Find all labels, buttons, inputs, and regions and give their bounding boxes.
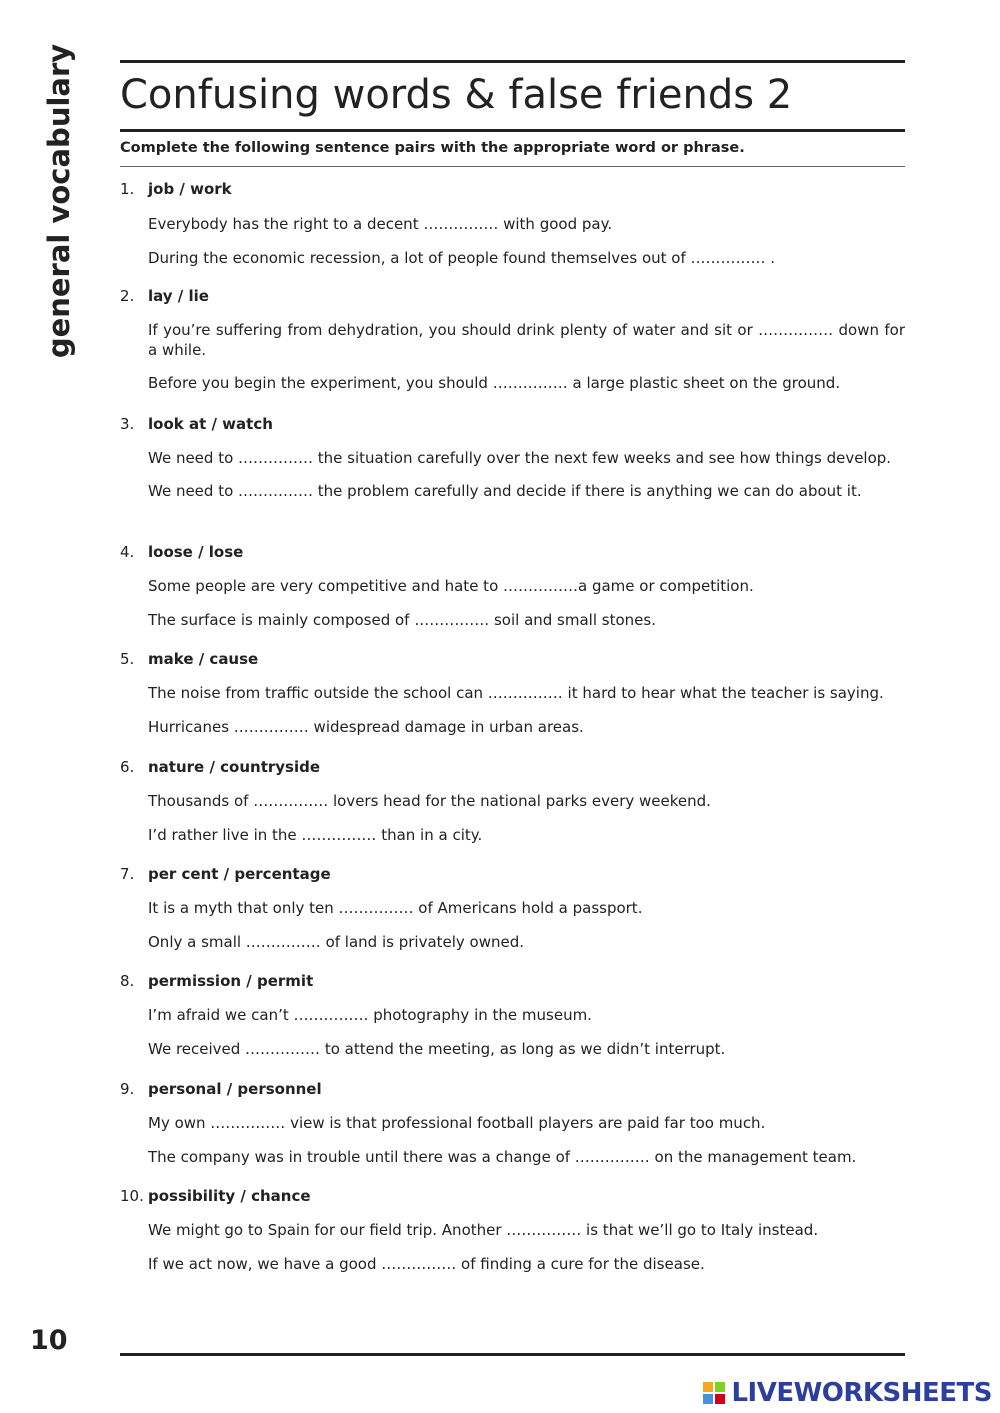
exercise-item-6 <box>120 758 905 845</box>
bottom-rule <box>120 1353 905 1356</box>
title-underline <box>120 129 905 132</box>
item-number: 10. <box>120 1187 144 1205</box>
sentence-b: I’d rather live in the …………… than in a city. <box>148 826 483 844</box>
sentence-a: My own …………… view is that professional football players are paid far too much. <box>148 1114 766 1132</box>
item-title: make / cause <box>148 650 259 668</box>
item-title: possibility / chance <box>148 1187 311 1205</box>
item-title: lay / lie <box>148 287 209 305</box>
item-title: personal / personnel <box>148 1080 322 1098</box>
exercise-item-7 <box>120 865 905 952</box>
sentence-b: If we act now, we have a good …………… of finding a cure for the disease. <box>148 1255 705 1273</box>
sentence-a: Thousands of …………… lovers head for the national parks every weekend. <box>148 792 711 810</box>
sentence-a: If you’re suffering from dehydration, you should drink plenty of water and sit or …………… down for a while. <box>148 321 905 359</box>
sentence-a: I’m afraid we can’t …………… photography in the museum. <box>148 1006 592 1024</box>
item-number: 2. <box>120 287 135 305</box>
instructions-divider <box>120 166 905 167</box>
item-title: per cent / percentage <box>148 865 331 883</box>
item-title: look at / watch <box>148 415 273 433</box>
item-number: 7. <box>120 865 135 883</box>
sentence-a: Everybody has the right to a decent …………… with good pay. <box>148 215 613 233</box>
exercise-item-5 <box>120 650 905 737</box>
item-title: nature / countryside <box>148 758 321 776</box>
liveworksheets-brand <box>731 1380 992 1406</box>
exercise-item-4 <box>120 543 905 630</box>
sentence-b: Before you begin the experiment, you should …………… a large plastic sheet on the ground. <box>148 374 841 392</box>
exercise-item-1 <box>120 180 905 268</box>
sentence-b: The surface is mainly composed of …………… soil and small stones. <box>148 611 656 629</box>
sentence-b: The company was in trouble until there was a change of …………… on the management team. <box>148 1148 857 1166</box>
sentence-b: During the economic recession, a lot of people found themselves out of …………… . <box>148 249 776 267</box>
sentence-a: Some people are very competitive and hate to ……………a game or competition. <box>148 577 754 595</box>
page-title: Confusing words & false friends 2 <box>120 72 793 118</box>
exercise-item-2 <box>120 287 905 393</box>
instructions: Complete the following sentence pairs with the appropriate word or phrase. <box>120 140 745 156</box>
exercise-item-3 <box>120 415 905 501</box>
sentence-b: Hurricanes …………… widespread damage in urban areas. <box>148 718 584 736</box>
sentence-b: We received …………… to attend the meeting, as long as we didn’t interrupt. <box>148 1040 726 1058</box>
brand-text: LIVEWORKSHEETS <box>731 1378 992 1408</box>
side-section-label <box>4 43 114 359</box>
item-title: job / work <box>148 180 232 198</box>
item-number: 8. <box>120 972 135 990</box>
item-number: 1. <box>120 180 135 198</box>
sentence-b: Only a small …………… of land is privately owned. <box>148 933 525 951</box>
exercise-item-8 <box>120 972 905 1059</box>
sentence-a: We need to …………… the situation carefully over the next few weeks and see how things develop. <box>148 449 892 467</box>
side-label-text: general vocabulary <box>42 43 76 359</box>
item-title: loose / lose <box>148 543 244 561</box>
item-title: permission / permit <box>148 972 314 990</box>
item-number: 9. <box>120 1080 135 1098</box>
top-rule <box>120 60 905 63</box>
item-number: 3. <box>120 415 135 433</box>
item-number: 4. <box>120 543 135 561</box>
sentence-b: We need to …………… the problem carefully and decide if there is anything we can do about it. <box>148 482 862 500</box>
page-number: 10 <box>30 1325 68 1356</box>
item-number: 6. <box>120 758 135 776</box>
sentence-a: We might go to Spain for our field trip. Another …………… is that we’ll go to Italy instead. <box>148 1221 819 1239</box>
exercise-item-9 <box>120 1080 905 1167</box>
sentence-a: It is a myth that only ten …………… of Americans hold a passport. <box>148 899 643 917</box>
sentence-a: The noise from traffic outside the school can …………… it hard to hear what the teacher is saying. <box>148 684 884 702</box>
exercise-item-10 <box>120 1187 905 1274</box>
liveworksheets-logo-icon <box>703 1382 725 1404</box>
item-number: 5. <box>120 650 135 668</box>
